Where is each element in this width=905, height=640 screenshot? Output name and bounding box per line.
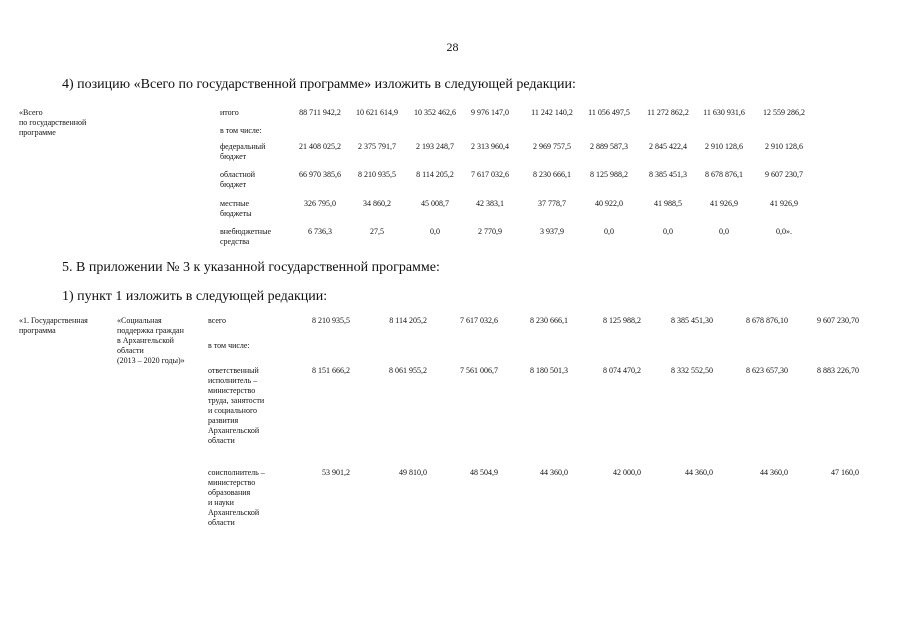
funding-value: 8 230 666,1 (533, 170, 571, 179)
funding-value: 2 910 128,6 (705, 142, 743, 151)
executor-value: 7 617 032,6 (460, 316, 498, 325)
funding-value: 8 114 205,2 (416, 170, 454, 179)
executor-value: 44 360,0 (685, 468, 713, 477)
executor-value: 44 360,0 (540, 468, 568, 477)
funding-value: 2 770,9 (478, 227, 502, 236)
funding-value: 7 617 032,6 (471, 170, 509, 179)
funding-value: 34 860,2 (363, 199, 391, 208)
funding-value: 2 375 791,7 (358, 142, 396, 151)
funding-row-label: федеральный бюджет (220, 142, 266, 161)
executor-label: соисполнитель – министерство образования и науки Архангельской области (208, 468, 265, 527)
funding-value: 0,0». (776, 227, 792, 236)
funding-value: 8 210 935,5 (358, 170, 396, 179)
funding-value: 41 988,5 (654, 199, 682, 208)
executor-value: 8 623 657,30 (746, 366, 788, 375)
funding-value: 42 383,1 (476, 199, 504, 208)
executor-value: 8 180 501,3 (530, 366, 568, 375)
funding-value: 2 313 960,4 (471, 142, 509, 151)
funding-value: 21 408 025,2 (299, 142, 341, 151)
funding-value: 2 193 248,7 (416, 142, 454, 151)
executor-value: 8 883 226,70 (817, 366, 859, 375)
funding-value: 11 272 862,2 (647, 108, 689, 117)
executor-value: 8 125 988,2 (603, 316, 641, 325)
funding-row-label: местные бюджеты (220, 199, 252, 218)
executor-value: 8 151 666,2 (312, 366, 350, 375)
executor-value: 9 607 230,70 (817, 316, 859, 325)
executor-value: 8 230 666,1 (530, 316, 568, 325)
funding-value: 10 352 462,6 (414, 108, 456, 117)
page-number: 28 (446, 40, 459, 54)
funding-value: 9 607 230,7 (765, 170, 803, 179)
funding-row-label: в том числе: (220, 126, 262, 135)
executor-value: 8 210 935,5 (312, 316, 350, 325)
funding-value: 2 910 128,6 (765, 142, 803, 151)
funding-value: 37 778,7 (538, 199, 566, 208)
executor-value: 8 678 876,10 (746, 316, 788, 325)
funding-value: 2 969 757,5 (533, 142, 571, 151)
funding-value: 8 125 988,2 (590, 170, 628, 179)
executor-label: ответственный исполнитель – министерство труда, занятости и социального развития Архангельской области (208, 366, 265, 445)
funding-value: 8 385 451,3 (649, 170, 687, 179)
funding-value: 0,0 (430, 227, 440, 236)
executor-value: 8 061 955,2 (389, 366, 427, 375)
funding-value: 8 678 876,1 (705, 170, 743, 179)
section-5-heading: 5. В приложении № 3 к указанной государственной программе: (62, 260, 440, 275)
funding-value: 12 559 286,2 (763, 108, 805, 117)
funding-value: 11 242 140,2 (531, 108, 573, 117)
funding-value: 88 711 942,2 (299, 108, 341, 117)
executor-value: 8 074 470,2 (603, 366, 641, 375)
funding-value: 0,0 (604, 227, 614, 236)
executor-value: 53 901,2 (322, 468, 350, 477)
executor-label: всего (208, 316, 227, 325)
funding-value: 11 056 497,5 (588, 108, 630, 117)
funding-value: 45 008,7 (421, 199, 449, 208)
funding-value: 9 976 147,0 (471, 108, 509, 117)
executor-value: 49 810,0 (399, 468, 427, 477)
funding-row-label: внебюджетные средства (220, 227, 271, 246)
executor-value: 8 114 205,2 (389, 316, 427, 325)
executor-value: 44 360,0 (760, 468, 788, 477)
funding-value: 0,0 (663, 227, 673, 236)
funding-value: 41 926,9 (710, 199, 738, 208)
funding-value: 66 970 385,6 (299, 170, 341, 179)
funding-value: 2 889 587,3 (590, 142, 628, 151)
funding-row-label: итого (220, 108, 239, 117)
funding-row-label: областной бюджет (220, 170, 256, 189)
program-label: «Всего по государственной программе (19, 108, 87, 137)
item-1-heading: 1) пункт 1 изложить в следующей редакции: (62, 289, 328, 304)
executor-value: 42 000,0 (613, 468, 641, 477)
funding-value: 0,0 (719, 227, 729, 236)
executor-value: 7 561 006,7 (460, 366, 498, 375)
funding-value: 6 736,3 (308, 227, 332, 236)
executor-value: 8 385 451,30 (671, 316, 713, 325)
program-number-label: «1. Государственная программа (19, 316, 88, 335)
executor-value: 8 332 552,50 (671, 366, 713, 375)
funding-value: 3 937,9 (540, 227, 564, 236)
executor-label: в том числе: (208, 341, 250, 350)
funding-value: 11 630 931,6 (703, 108, 745, 117)
funding-value: 40 922,0 (595, 199, 623, 208)
program-name-label: «Социальная поддержка граждан в Архангельской области (2013 – 2020 годы)» (117, 316, 185, 365)
funding-value: 2 845 422,4 (649, 142, 687, 151)
executor-value: 48 504,9 (470, 468, 498, 477)
funding-value: 41 926,9 (770, 199, 798, 208)
funding-value: 27,5 (370, 227, 384, 236)
executor-value: 47 160,0 (831, 468, 859, 477)
item-4-heading: 4) позицию «Всего по государственной программе» изложить в следующей редакции: (62, 77, 576, 92)
funding-value: 10 621 614,9 (356, 108, 398, 117)
funding-value: 326 795,0 (304, 199, 336, 208)
